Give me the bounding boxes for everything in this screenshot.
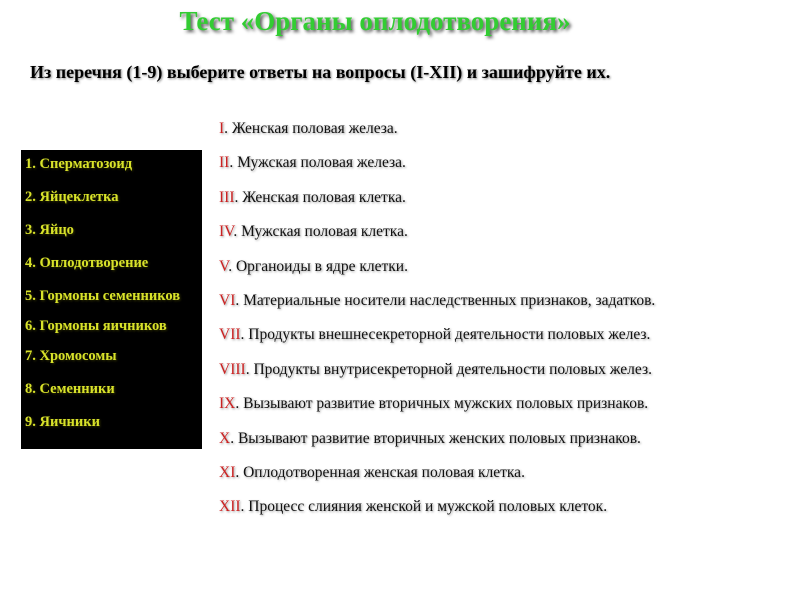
question-number: V — [219, 257, 229, 275]
question-text: . Женская половая клетка. — [234, 188, 406, 206]
question-list — [219, 118, 655, 531]
question-text: . Женская половая железа. — [224, 120, 398, 137]
question-text: . Органоиды в ядре клетки. — [228, 257, 408, 275]
question-item — [219, 359, 655, 393]
question-text: . Вызывают развитие вторичных мужских половых признаков. — [235, 395, 649, 413]
question-number: III — [219, 188, 235, 206]
question-item — [219, 496, 655, 530]
question-text: . Продукты внутрисекреторной деятельности половых желез. — [245, 360, 652, 378]
question-number: IV — [219, 223, 234, 241]
answer-item: 8. Семенники — [25, 381, 115, 397]
question-item — [219, 324, 655, 358]
question-item — [219, 428, 655, 462]
question-item — [219, 118, 655, 152]
question-text: . Материальные носители наследственных признаков, задатков. — [235, 291, 656, 309]
question-text: . Процесс слияния женской и мужской половых клеток. — [240, 498, 608, 516]
question-item — [219, 256, 655, 290]
question-item — [219, 462, 655, 496]
instructions: Из перечня (1-9) выберите ответы на вопросы (I-XII) и зашифруйте их. — [30, 62, 611, 82]
question-number: VIII — [219, 360, 246, 378]
question-item — [219, 290, 655, 324]
question-number: XII — [219, 498, 241, 516]
question-text: . Вызывают развитие вторичных женских половых признаков. — [230, 429, 641, 447]
question-text: . Оплодотворенная женская половая клетка. — [235, 463, 525, 481]
answer-item: 9. Яичники — [25, 414, 100, 430]
question-item — [219, 152, 655, 186]
question-text: . Мужская половая железа. — [229, 154, 406, 172]
answer-item: 3. Яйцо — [25, 222, 74, 238]
answer-item: 5. Гормоны семенников — [25, 288, 181, 304]
answer-item: 1. Сперматозоид — [25, 156, 133, 172]
question-number: II — [219, 154, 230, 172]
question-number: I — [219, 120, 225, 137]
question-item — [219, 187, 655, 221]
question-number: IX — [219, 395, 236, 413]
answer-list — [21, 150, 202, 449]
question-number: VI — [219, 291, 236, 309]
answer-item: 2. Яйцеклетка — [25, 189, 119, 205]
question-number: X — [219, 429, 231, 447]
slide-title: Тест «Органы оплодотворения» — [179, 6, 571, 36]
question-item — [219, 393, 655, 427]
question-text: . Мужская половая клетка. — [233, 223, 408, 241]
question-text: . Продукты внешнесекреторной деятельности половых желез. — [240, 326, 651, 344]
answer-item: 7. Хромосомы — [25, 348, 117, 364]
question-number: XI — [219, 463, 236, 481]
question-number: VII — [219, 326, 241, 344]
answer-item: 4. Оплодотворение — [25, 255, 149, 271]
answer-item: 6. Гормоны яичников — [25, 318, 167, 334]
question-item — [219, 221, 655, 255]
